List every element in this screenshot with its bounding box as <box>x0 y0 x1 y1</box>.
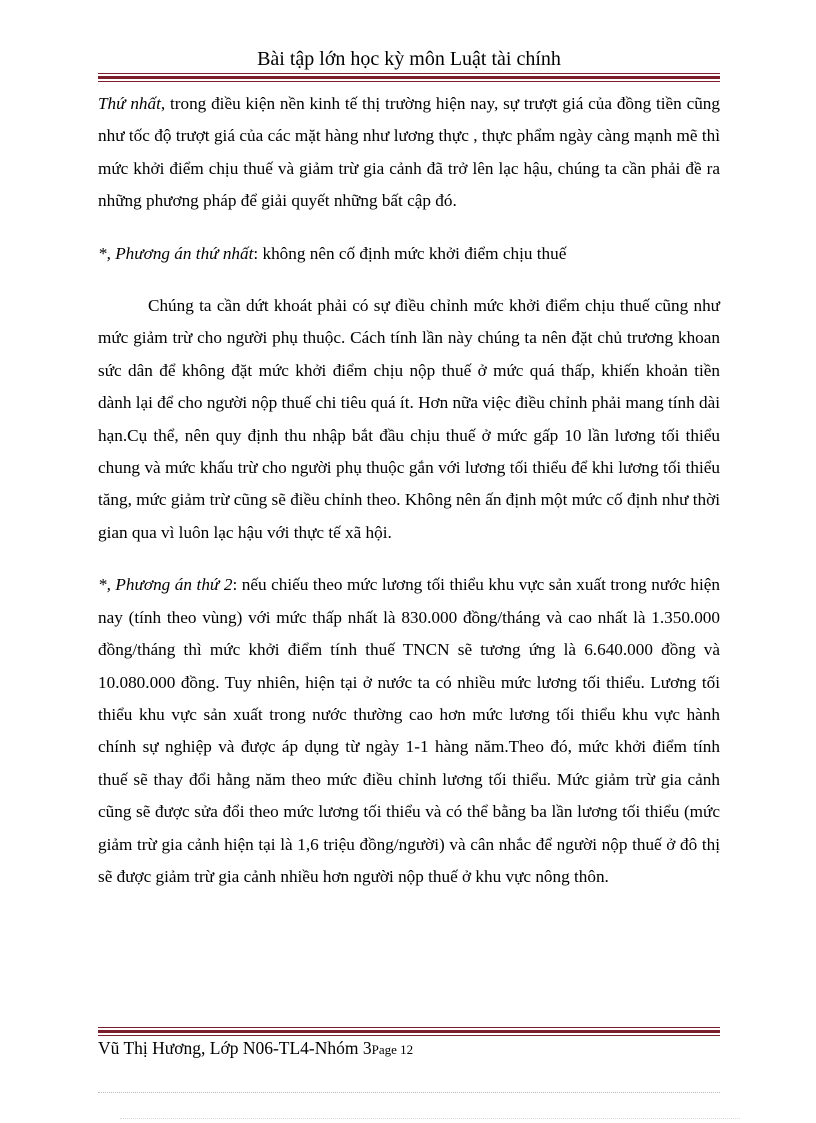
page-header <box>98 48 720 71</box>
paragraph-1 <box>98 88 720 218</box>
footer-author: Vũ Thị Hương, Lớp N06-TL4-Nhóm 3 <box>98 1038 372 1058</box>
paragraph-3 <box>98 290 720 549</box>
page-edge-line <box>120 1118 740 1119</box>
header-rule <box>98 73 720 82</box>
paragraph-2-lead: *, Phương án thứ nhất <box>98 243 254 263</box>
footer-dotted-line <box>98 1092 720 1093</box>
paragraph-3-text: Chúng ta cần dứt khoát phải có sự điều chỉnh mức khởi điểm chịu thuế cũng như mức giảm trừ cho người phụ thuộc. Cách tính lần này chúng ta nên đặt chủ trương khoan sức dân để không đặt mức khởi điểm chịu nộp thuế ở mức quá thấp, khiến khoản tiền dành lại để cho người nộp thuế chi tiêu quá ít. Hơn nữa việc điều chỉnh phải mang tính dài hạn.Cụ thể, nên quy định thu nhập bắt đầu chịu thuế ở mức gấp 10 lần lương tối thiểu chung và mức khấu trừ cho người phụ thuộc gắn với lương tối thiểu để khi lương tối thiểu tăng, mức giảm trừ cũng sẽ điều chỉnh theo. Không nên ấn định một mức cố định như thời gian qua vì luôn lạc hậu với thực tế xã hội. <box>98 296 720 542</box>
paragraph-1-text: , trong điều kiện nền kinh tế thị trường hiện nay, sự trượt giá của đồng tiền cũng như tốc độ trượt giá của các mặt hàng như lương thực , thực phẩm ngày càng mạnh mẽ thì mức khởi điểm chịu thuế và giảm trừ gia cảnh đã trở lên lạc hậu, chúng ta cần phải đề ra những phương pháp để giải quyết những bất cập đó. <box>98 94 720 211</box>
header-title: Bài tập lớn học kỳ môn Luật tài chính <box>257 48 561 70</box>
footer-page-number: Page 12 <box>371 1042 414 1057</box>
paragraph-4-text: : nếu chiếu theo mức lương tối thiểu khu vực sản xuất trong nước hiện nay (tính theo vùng) với mức thấp nhất là 830.000 đồng/tháng và cao nhất là 1.350.000 đồng/tháng thì mức khởi điểm tính thuế TNCN sẽ tương ứng là 6.640.000 đồng và 10.080.000 đồng. Tuy nhiên, hiện tại ở nước ta có nhiều mức lương tối thiểu. Lương tối thiểu khu vực sản xuất trong nước thường cao hơn mức lương tối thiểu khu vực hành chính sự nghiệp và được áp dụng từ ngày 1-1 hàng năm.Theo đó, mức khởi điểm tính thuế sẽ thay đổi hằng năm theo mức điều chỉnh lương tối thiểu. Mức giảm trừ gia cảnh cũng sẽ được sửa đổi theo mức lương tối thiểu và có thể bằng ba lần lương tối thiểu (mức giảm trừ gia cảnh hiện tại là 1,6 triệu đồng/người) và cân nhắc để người nộp thuế ở đô thị sẽ được giảm trừ gia cảnh nhiều hơn người nộp thuế ở khu vực nông thôn. <box>98 575 720 886</box>
footer-rule <box>98 1027 720 1036</box>
paragraph-1-lead: Thứ nhất <box>98 94 161 113</box>
paragraph-4 <box>98 569 720 893</box>
page-footer <box>98 1038 413 1059</box>
document-body <box>98 88 720 893</box>
paragraph-2 <box>98 238 720 270</box>
paragraph-2-text: : không nên cố định mức khởi điểm chịu thuế <box>253 243 567 263</box>
paragraph-4-lead: *, Phương án thứ 2 <box>98 575 233 595</box>
